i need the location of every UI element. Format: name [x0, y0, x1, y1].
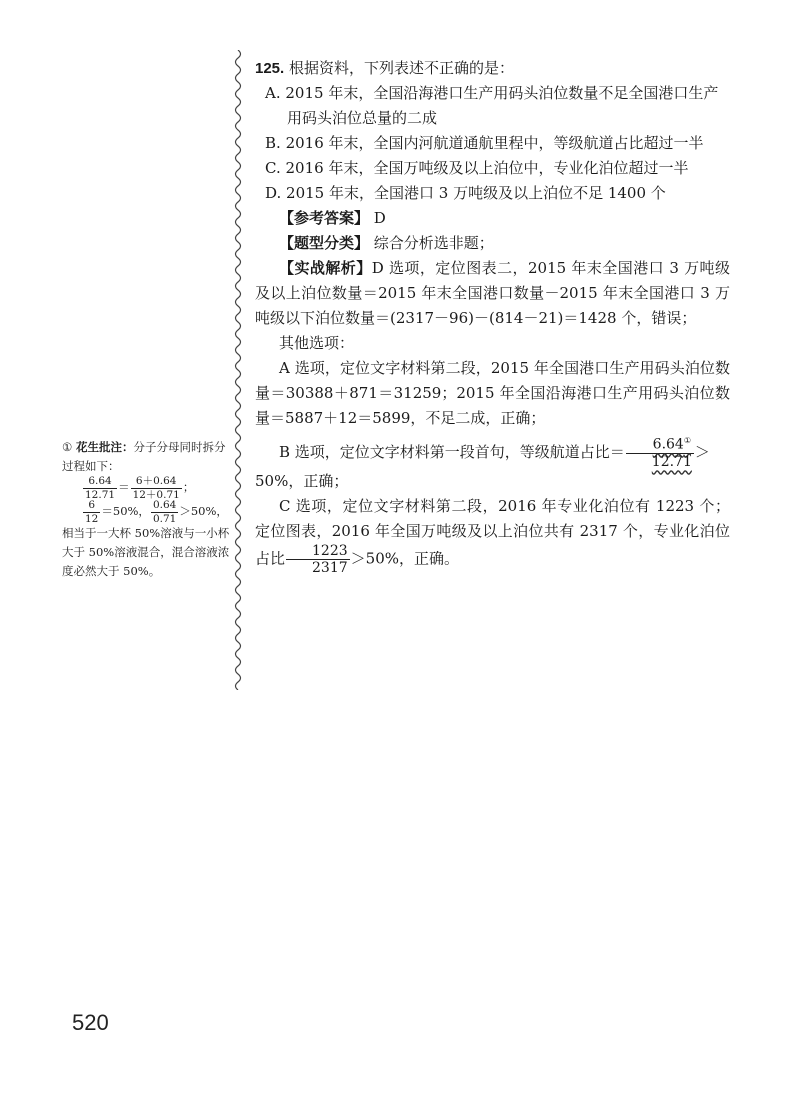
analysis-d: 【实战解析】D 选项，定位图表二，2015 年末全国港口 3 万吨级及以上泊位数量＝2015 年末全国港口数量－2015 年末全国港口 3 万吨级以下泊位数量＝(2317－96)－(814－21)＝1428 个，错误；: [255, 259, 730, 327]
page-number: 520: [72, 1010, 109, 1035]
fraction: $\frac{0.64}{0.71}$: [152, 499, 177, 525]
question-stem: 125. 根据资料，下列表述不正确的是：: [255, 59, 514, 77]
side-note-formula-1: $\frac{6.64}{12.71}$ ＝ $\frac{6+0.64}{12+0.71}$ ；: [85, 475, 195, 501]
option-b: B. 2016 年末，全国内河航道通航里程中，等级航道占比超过一半: [265, 134, 704, 152]
wavy-divider: [231, 50, 245, 690]
side-note-tail: 相当于一大杯 50%溶液与一小杯大于 50%溶液混合，混合溶液浓度必然大于 50%。: [62, 526, 230, 578]
answer-line: [255, 206, 730, 231]
analysis-a: A 选项，定位文字材料第二段，2015 年全国港口生产用码头泊位数量＝30388＋871＝31259；2015 年全国沿海港口生产用码头泊位数量＝5887＋12＝5899，不足二成，正确；: [255, 359, 730, 427]
fraction: $\frac{1223}{2317}$: [286, 544, 350, 575]
side-note-title: 花生批注：: [75, 440, 134, 454]
side-note-line1: 分子分母同时拆分过程如下：: [62, 440, 226, 473]
side-note-heading: [62, 438, 232, 476]
analysis-b: B 选项，定位文字材料第一段首句，等级航道占比＝ $\frac{6.64^①}{12.71}$ ＞: [279, 436, 710, 470]
answer-value: D: [373, 209, 386, 227]
fraction: $\frac{6.64}{12.71}$: [85, 475, 116, 501]
answer-label: 【参考答案】: [279, 209, 370, 227]
option-a: A. 2015 年末，全国沿海港口生产用码头泊位数量不足全国港口生产用码头泊位总量的二成: [265, 84, 719, 127]
category-label: 【题型分类】: [279, 234, 370, 252]
side-note-formula-2: $\frac{6}{12}$ ＝50%， $\frac{0.64}{0.71}$ ＞50%，: [85, 499, 228, 525]
main-content: [255, 56, 730, 575]
footnote-marker: ①: [683, 436, 692, 445]
question-number: 125.: [255, 60, 285, 77]
fraction: $\frac{6}{12}$: [85, 499, 99, 525]
other-options-label: 其他选项：: [279, 334, 355, 352]
fraction: $\frac{6.64^①}{12.71}$: [626, 437, 694, 469]
fraction: $\frac{6+0.64}{12+0.71}$: [132, 475, 180, 501]
option-d: D. 2015 年末，全国港口 3 万吨级及以上泊位不足 1400 个: [265, 184, 666, 202]
side-note-marker: ①: [62, 440, 73, 454]
side-note: [62, 438, 232, 581]
option-c: C. 2016 年末，全国万吨级及以上泊位中，专业化泊位超过一半: [265, 159, 689, 177]
category-line: [255, 231, 730, 256]
category-value: 综合分析选非题；: [373, 234, 494, 252]
analysis-label: 【实战解析】: [279, 259, 372, 277]
analysis-b-result: 50%，正确；: [255, 471, 349, 490]
analysis-c: C 选项，定位文字材料第二段，2016 年专业化泊位有 1223 个；定位图表，2016 年全国万吨级及以上泊位共有 2317 个，专业化泊位占比 $\frac{1223}{2317}$ ＞50%，正确。: [255, 496, 730, 576]
